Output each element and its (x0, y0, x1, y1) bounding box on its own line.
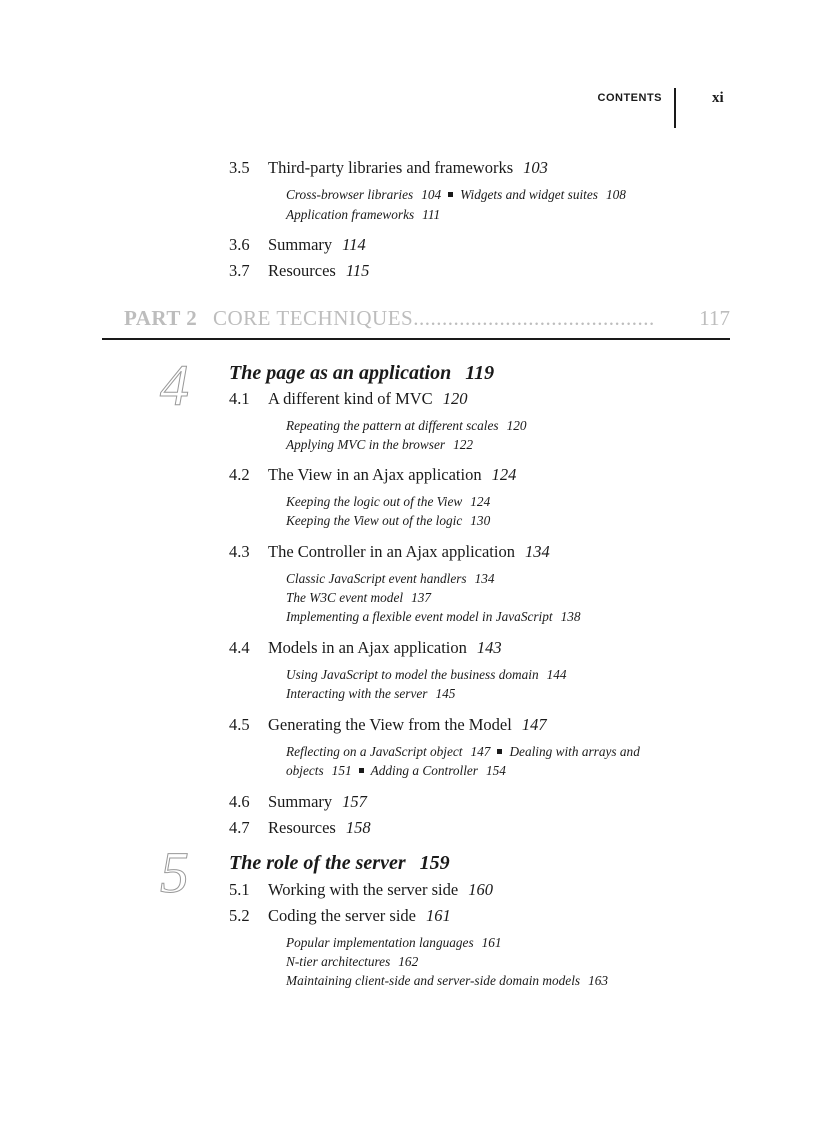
bullet-separator (359, 768, 364, 773)
running-header (0, 88, 816, 132)
subsection-title[interactable]: N-tier architectures (286, 954, 391, 969)
part-label: PART 2 (124, 306, 198, 330)
section-page: 161 (426, 906, 451, 925)
section-number: 4.2 (229, 465, 250, 484)
toc-section-3-6[interactable] (229, 235, 366, 255)
chapter-page: 119 (465, 362, 495, 384)
section-title: Summary (268, 792, 333, 811)
toc-section-4-7[interactable] (229, 818, 371, 838)
subsection-page: 111 (422, 207, 441, 222)
subsection-title[interactable]: Implementing a flexible event model in JavaScript (286, 609, 553, 624)
section-page: 157 (342, 792, 367, 811)
subsection-title[interactable]: Cross-browser libraries (286, 187, 414, 202)
toc-section-5-1[interactable] (229, 880, 493, 900)
section-title: The View in an Ajax application (268, 465, 482, 484)
running-header-label: CONTENTS (597, 92, 662, 104)
toc-section-4-2[interactable] (229, 465, 516, 485)
toc-subsection-line (286, 666, 567, 684)
subsection-page: 137 (411, 590, 432, 605)
section-page: 103 (523, 158, 548, 177)
subsection-title[interactable]: Interacting with the server (286, 686, 428, 701)
toc-subsection-line (286, 685, 455, 703)
part-heading[interactable] (124, 306, 730, 340)
subsection-title[interactable]: Keeping the View out of the logic (286, 513, 463, 528)
chapter-number-5: 5 (160, 840, 189, 905)
subsection-page: 104 (421, 187, 442, 202)
chapter-number-4: 4 (160, 353, 189, 418)
section-number: 4.6 (229, 792, 250, 811)
toc-subsection-line (286, 934, 502, 952)
section-number: 5.2 (229, 906, 250, 925)
subsection-page: 124 (470, 494, 491, 509)
bullet-separator (448, 192, 453, 197)
subsection-page: 163 (588, 973, 609, 988)
subsection-page: 134 (474, 571, 495, 586)
page-number: xi (712, 90, 724, 106)
section-title: Generating the View from the Model (268, 715, 512, 734)
toc-section-4-4[interactable] (229, 638, 502, 658)
toc-subsection-line (286, 512, 490, 530)
subsection-title[interactable]: Application frameworks (286, 207, 415, 222)
section-number: 3.5 (229, 158, 250, 177)
subsection-title[interactable]: Maintaining client-side and server-side domain models (286, 973, 581, 988)
chapter-title-text: The page as an application (229, 362, 452, 384)
section-number: 4.5 (229, 715, 250, 734)
section-page: 134 (524, 542, 550, 561)
toc-subsection-line (286, 608, 581, 626)
subsection-title-cont[interactable]: objects (286, 763, 324, 778)
subsection-title[interactable]: Dealing with arrays and (509, 744, 640, 759)
subsection-title[interactable]: Popular implementation languages (286, 935, 474, 950)
subsection-title[interactable]: Keeping the logic out of the View (286, 494, 463, 509)
section-title: A different kind of MVC (268, 389, 433, 408)
subsection-page: 154 (486, 763, 506, 778)
section-title: The Controller in an Ajax application (268, 542, 515, 561)
subsection-title[interactable]: Reflecting on a JavaScript object (286, 744, 463, 759)
subsection-page: 138 (560, 609, 581, 624)
toc-subsection-line (286, 743, 640, 761)
section-title: Third-party libraries and frameworks (268, 158, 514, 177)
section-page: 158 (345, 818, 371, 837)
subsection-page: 151 (331, 763, 352, 778)
section-title: Coding the server side (268, 906, 417, 925)
chapter-title-5[interactable] (229, 851, 450, 875)
section-page: 115 (345, 261, 370, 280)
leader-dots: .......................................... (413, 306, 655, 330)
section-number: 4.1 (229, 389, 250, 408)
part-page: 117 (699, 306, 730, 330)
subsection-title[interactable]: Widgets and widget suites (460, 187, 598, 202)
toc-subsection-line (286, 972, 608, 990)
chapter-page: 159 (419, 852, 450, 874)
toc-subsection-line (286, 570, 495, 588)
section-number: 4.3 (229, 542, 250, 561)
toc-section-3-7[interactable] (229, 261, 369, 281)
section-page: 147 (521, 715, 547, 734)
subsection-page: 122 (453, 437, 474, 452)
section-number: 4.7 (229, 818, 250, 837)
toc-subsection-line (286, 493, 490, 511)
part-title-text: CORE TECHNIQUES (213, 306, 414, 330)
toc-subsection-line (286, 436, 473, 454)
subsection-title[interactable]: The W3C event model (286, 590, 404, 605)
subsection-page: 144 (546, 667, 567, 682)
section-number: 3.6 (229, 235, 250, 254)
subsection-page: 120 (506, 418, 527, 433)
section-number: 4.4 (229, 638, 250, 657)
subsection-page: 162 (398, 954, 419, 969)
subsection-title[interactable]: Applying MVC in the browser (286, 437, 446, 452)
toc-subsection-line (286, 762, 506, 780)
subsection-title[interactable]: Using JavaScript to model the business domain (286, 667, 539, 682)
section-page: 143 (476, 638, 502, 657)
section-title: Models in an Ajax application (268, 638, 467, 657)
section-title: Resources (268, 261, 336, 280)
section-title: Summary (268, 235, 333, 254)
section-title: Working with the server side (268, 880, 459, 899)
toc-subsection-line (286, 206, 440, 224)
toc-subsection-line (286, 417, 527, 435)
toc-section-4-1[interactable] (229, 389, 467, 409)
toc-subsection-line (286, 186, 626, 204)
part-divider (102, 338, 730, 340)
toc-section-4-6[interactable] (229, 792, 367, 812)
chapter-title-text: The role of the server (229, 852, 406, 874)
toc-subsection-line (286, 953, 418, 971)
toc-section-3-5[interactable] (229, 158, 548, 178)
subsection-page: 108 (605, 187, 626, 202)
section-title: Resources (268, 818, 336, 837)
section-page: 114 (342, 235, 366, 254)
bullet-separator (497, 749, 502, 754)
section-page: 160 (468, 880, 493, 899)
toc-section-5-2[interactable] (229, 906, 451, 926)
section-number: 5.1 (229, 880, 250, 899)
section-page: 120 (442, 389, 468, 408)
subsection-title[interactable]: Repeating the pattern at different scales (286, 418, 499, 433)
toc-section-4-3[interactable] (229, 542, 550, 562)
section-number: 3.7 (229, 261, 250, 280)
subsection-page: 161 (481, 935, 502, 950)
chapter-title-4[interactable] (229, 361, 494, 385)
subsection-title[interactable]: Adding a Controller (370, 763, 478, 778)
section-page: 124 (491, 465, 517, 484)
toc-subsection-line (286, 589, 431, 607)
toc-section-4-5[interactable] (229, 715, 547, 735)
subsection-page: 145 (435, 686, 456, 701)
subsection-page: 147 (470, 744, 491, 759)
header-divider (674, 88, 676, 128)
part-title (213, 306, 655, 331)
subsection-title[interactable]: Classic JavaScript event handlers (286, 571, 467, 586)
subsection-page: 130 (470, 513, 491, 528)
